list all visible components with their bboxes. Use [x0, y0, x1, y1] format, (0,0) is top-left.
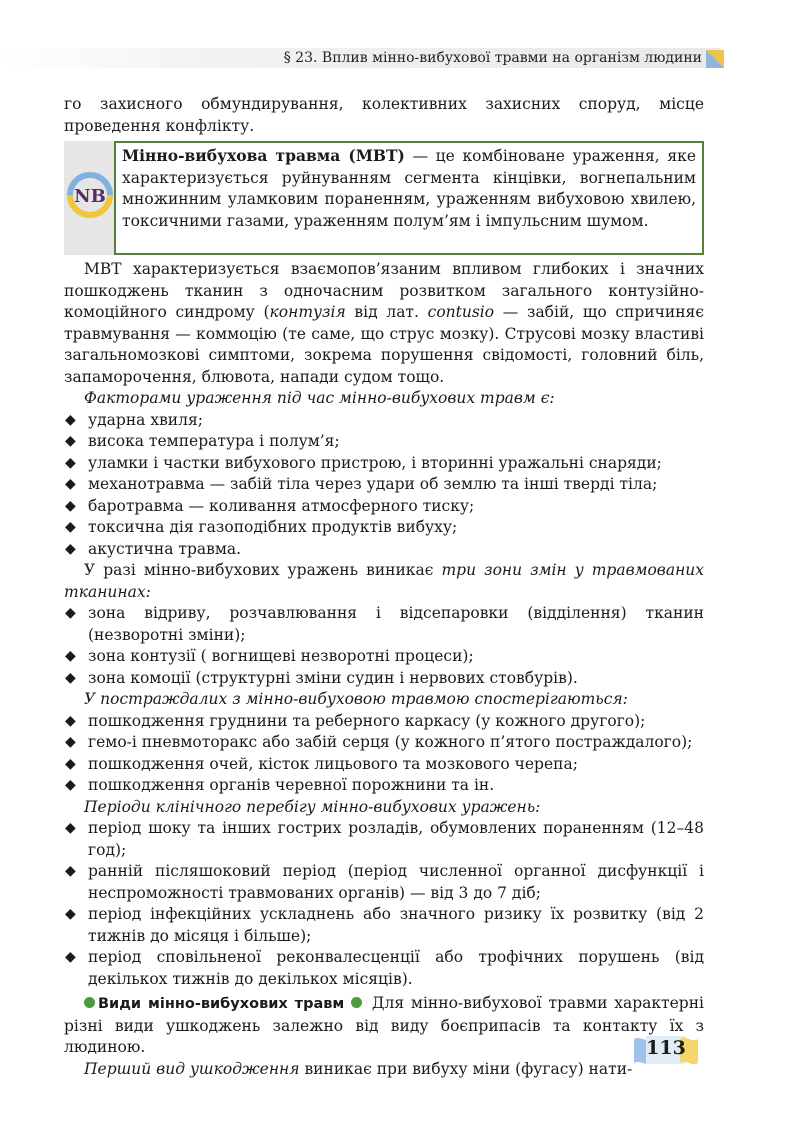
page-number: 113 — [646, 1037, 686, 1059]
nb-definition: — це комбіноване ураження, яке характеризується руйнуванням сегмента кінцівки, вогнепальним множинним уламковим пораненням, ураженням вибуховою хвилею, токсичними газами, ураженням полум’ям і імпульсним шумом. — [122, 147, 696, 230]
observed-list — [64, 711, 704, 797]
intro-continuation: го захисного обмундирування, колективних захисних споруд, місце проведення конфлікту. — [64, 95, 704, 135]
list-item: ◆ період шоку та інших гострих розладів, обумовлених пораненням (12–48 год); — [65, 819, 704, 859]
periods-list — [64, 818, 704, 990]
diamond-bullet-icon: ◆ — [65, 497, 76, 514]
list-item: ◆ період інфекційних ускладнень або значного ризику їх розвитку (від 2 тижнів до місяця і більше); — [65, 905, 704, 945]
diamond-bullet-icon: ◆ — [65, 476, 76, 492]
diamond-bullet-icon: ◆ — [65, 734, 76, 750]
page-number-badge — [632, 1033, 700, 1067]
list-item: ◆ токсична дія газоподібних продуктів вибуху; — [64, 517, 704, 539]
list-item: ◆ ранній післяшоковий період (період численної органної дисфункції і неспроможності травмованих органів) — від 3 до 7 діб; — [65, 862, 704, 902]
section-dot-icon — [351, 997, 362, 1008]
zones-list — [64, 603, 704, 689]
list-item: ◆ пошкодження груднини та реберного каркасу (у кожного другого); — [64, 711, 704, 733]
diamond-bullet-icon: ◆ — [65, 777, 76, 793]
observed-heading: У постраждалих з мінно-вибуховою травмою спостерігаються: — [84, 690, 628, 708]
para-mvt-description: МВТ характеризується взаємопов’язаним впливом глибоких і значних пошкоджень тканин з одночасним розвитком загального контузійно-комоційного синдрому (контузія від лат. contusio — забій, що спричиняє травмування — коммоцію (те саме, що струс мозку). Струсові мозку властиві загальномозкові симптоми, зокрема порушення свідомості, головний біль, запаморочення, блювота, напади судом тощо. — [64, 260, 705, 386]
diamond-bullet-icon: ◆ — [65, 820, 76, 836]
list-item: ◆ зона відриву, розчавлювання і відсепаровки (відділення) тканин (незворотні зміни); — [65, 604, 704, 644]
diamond-bullet-icon: ◆ — [65, 540, 76, 557]
list-item: ◆ період сповільненої реконвалесценції або трофічних порушень (від декількох тижнів до декількох місяців). — [65, 948, 704, 988]
factors-heading: Факторами ураження під час мінно-вибухових травм є: — [84, 389, 555, 407]
diamond-bullet-icon: ◆ — [65, 906, 76, 922]
last-paragraph: Перший вид ушкодження виникає при вибуху міни (фугасу) нати- — [84, 1059, 633, 1078]
page-content — [64, 94, 704, 1080]
diamond-bullet-icon: ◆ — [65, 949, 76, 965]
diamond-bullet-icon: ◆ — [65, 454, 76, 471]
list-item: ◆ ударна хвиля; — [64, 410, 704, 432]
nb-note — [64, 141, 704, 255]
list-item: ◆ уламки і частки вибухового пристрою, і вторинні уражальні снаряди; — [64, 453, 704, 475]
periods-heading: Періоди клінічного перебігу мінно-вибухових уражень: — [84, 797, 541, 816]
nb-logo-icon — [66, 171, 114, 219]
list-item: ◆ баротравма — коливання атмосферного тиску; — [64, 496, 704, 518]
list-item: ◆ пошкодження очей, кісток лицьового та мозкового черепа; — [64, 754, 704, 776]
nb-sidebar — [64, 141, 114, 255]
list-item: ◆ гемо-і пневмоторакс або забій серця (у кожного п’ятого постраждалого); — [64, 732, 704, 754]
diamond-bullet-icon: ◆ — [65, 605, 76, 621]
zones-lead: У разі мінно-вибухових уражень виникає три зони змін у травмованих тканинах: — [64, 561, 704, 601]
nb-logo-text: NB — [74, 186, 106, 207]
section-mvt-types: Види мінно-вибухових травм Для мінно-вибухової травми характерні різні види ушкоджень залежно від виду боєприпасів та контакту їх з людиною. — [64, 994, 705, 1056]
factors-list — [64, 410, 704, 561]
nb-term: Мінно-вибухова травма (МВТ) — [122, 146, 405, 165]
diamond-bullet-icon: ◆ — [65, 669, 76, 686]
diamond-bullet-icon: ◆ — [65, 863, 76, 879]
section-heading: Види мінно-вибухових травм — [98, 996, 345, 1012]
list-item: ◆ механотравма — забій тіла через удари об землю та інші тверді тіла; — [64, 474, 704, 496]
list-item: ◆ зона контузії ( вогнищеві незворотні процеси); — [64, 646, 704, 668]
diamond-bullet-icon: ◆ — [65, 433, 76, 449]
diamond-bullet-icon: ◆ — [65, 755, 76, 772]
running-header: § 23. Вплив мінно-вибухової травми на організм людини — [283, 50, 702, 66]
diamond-bullet-icon: ◆ — [65, 411, 76, 428]
diamond-bullet-icon: ◆ — [65, 519, 76, 535]
nb-definition-box — [114, 141, 704, 255]
list-item: ◆ висока температура і полум’я; — [64, 431, 704, 453]
section-dot-icon — [84, 997, 95, 1008]
list-item: ◆ зона комоції (структурні зміни судин і нервових стовбурів). — [64, 668, 704, 690]
diamond-bullet-icon: ◆ — [65, 712, 76, 729]
list-item: ◆ пошкодження органів черевної порожнини та ін. — [64, 775, 704, 797]
list-item: ◆ акустична травма. — [64, 539, 704, 561]
diamond-bullet-icon: ◆ — [65, 648, 76, 664]
header-corner-decoration — [706, 50, 724, 68]
